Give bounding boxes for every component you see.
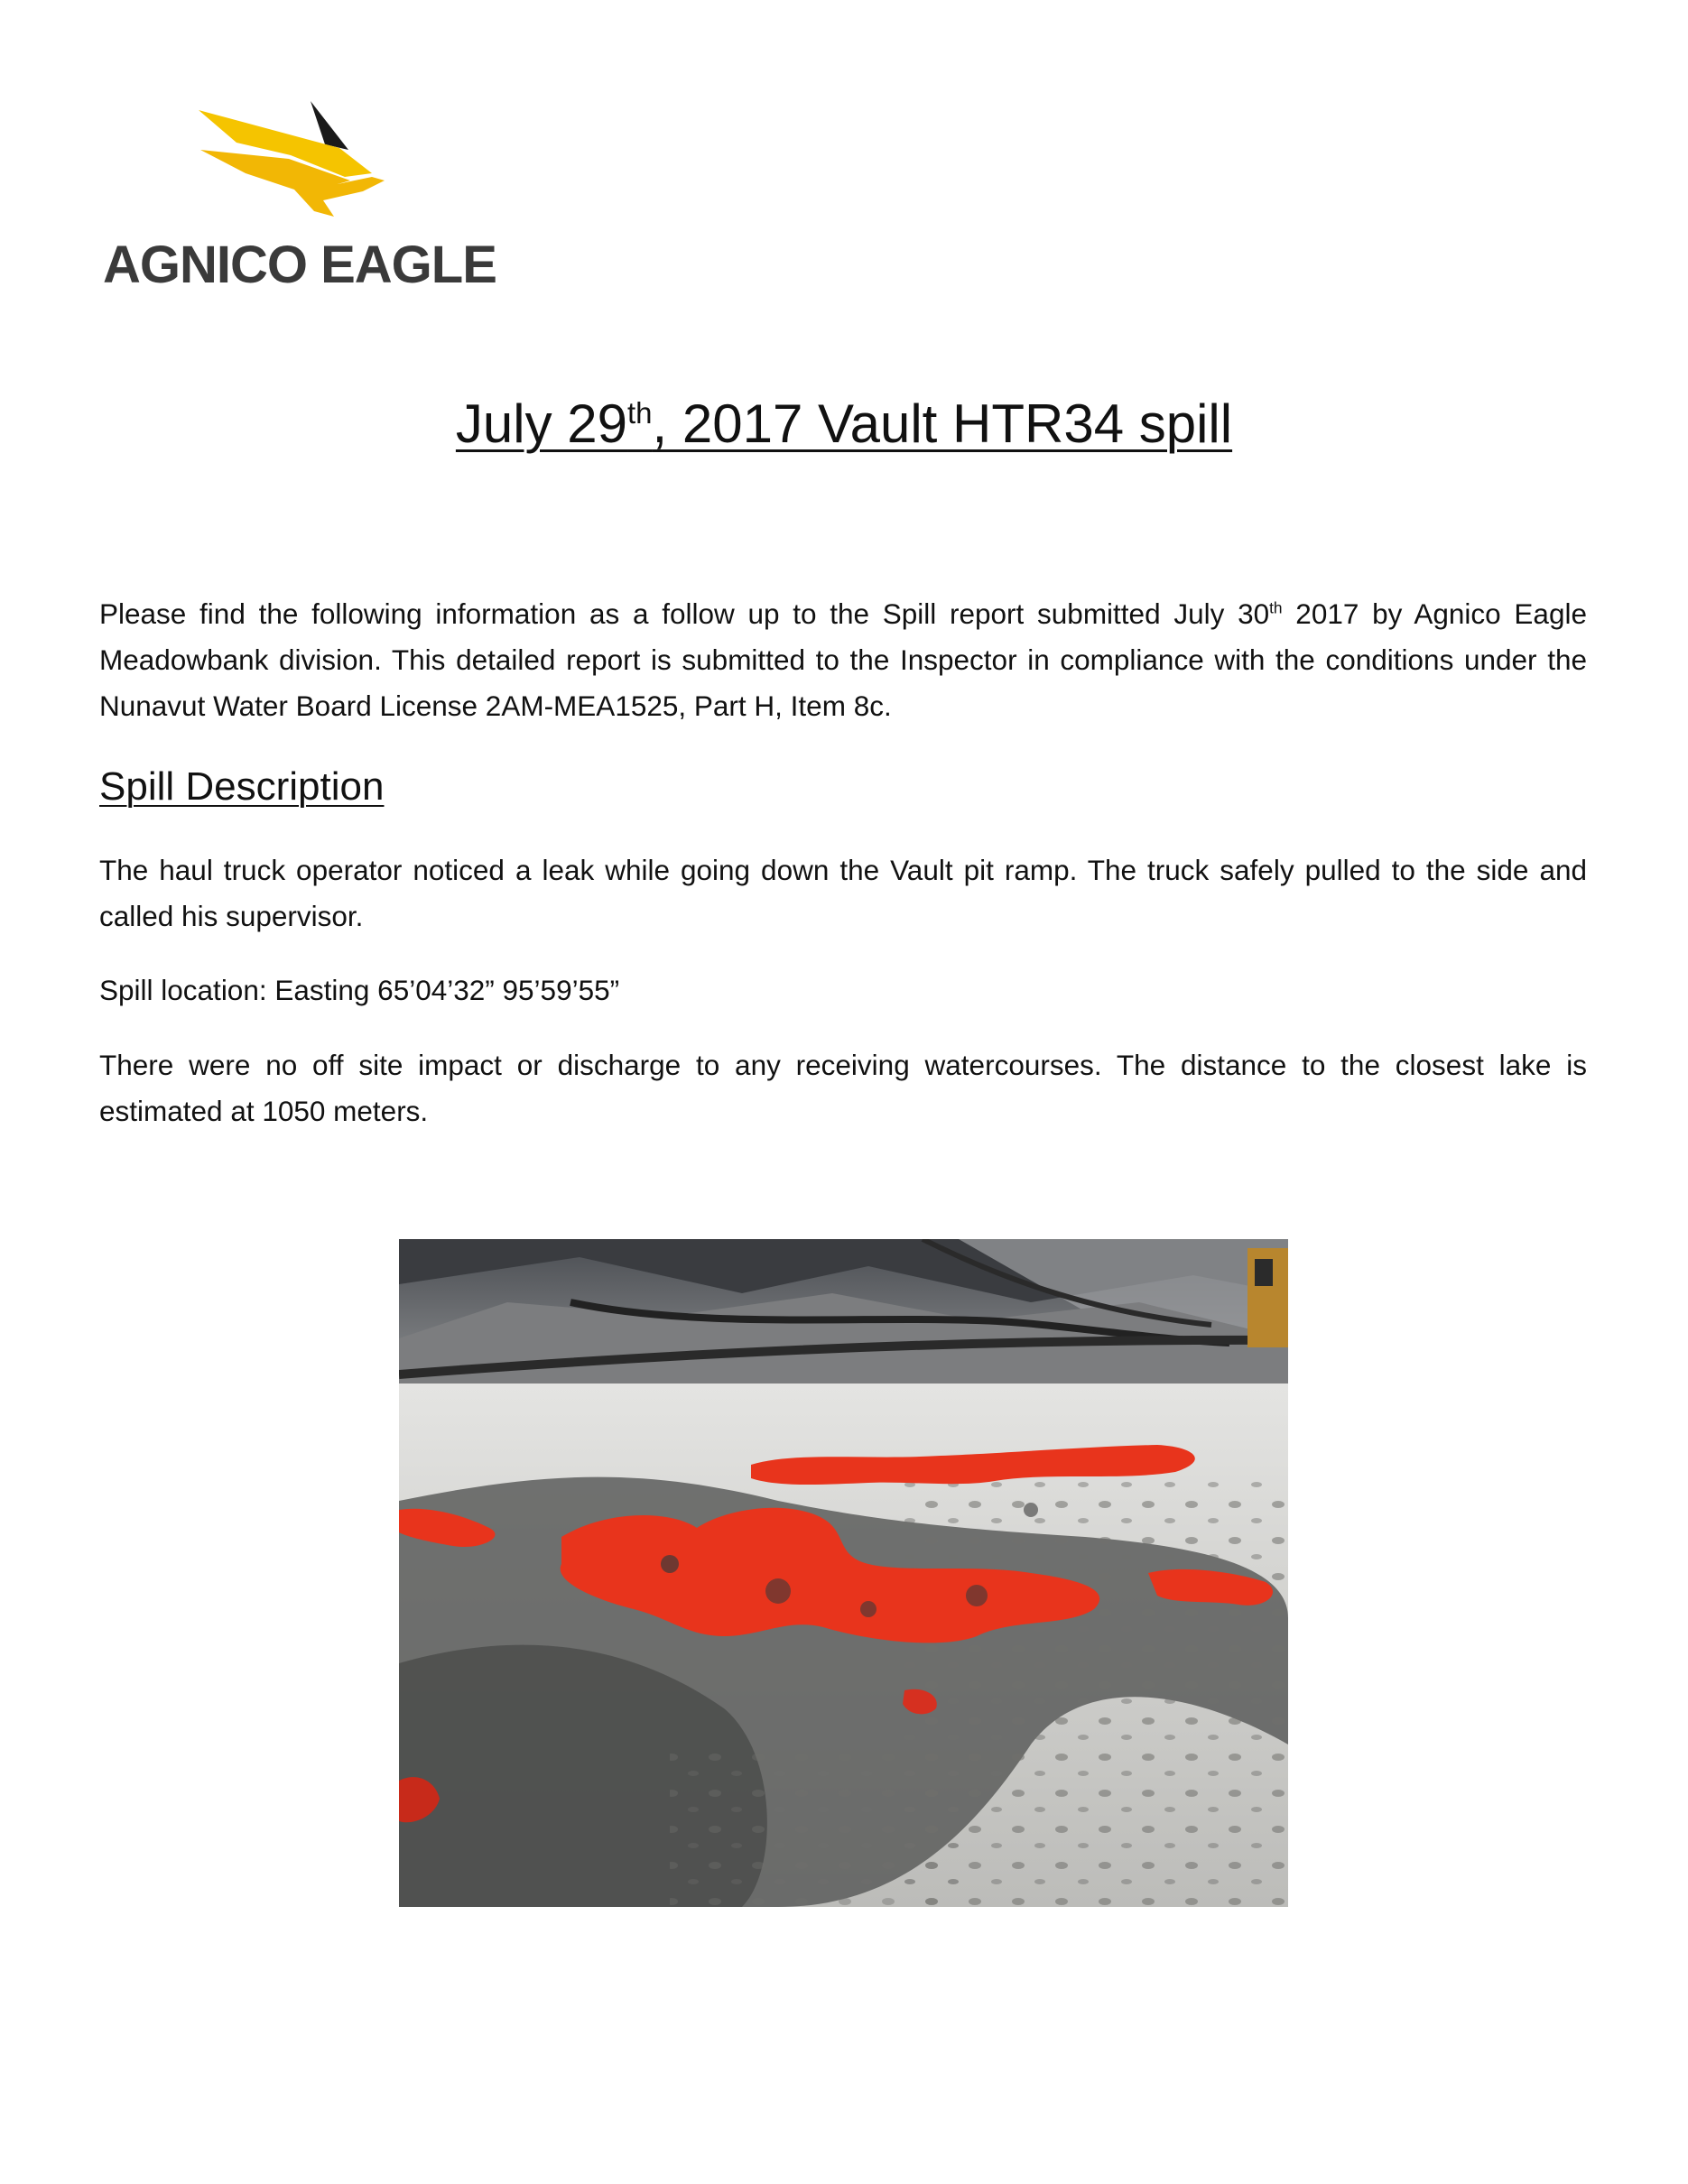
page-title xyxy=(0,388,1688,460)
title-superscript: th xyxy=(627,396,653,430)
description-paragraph: The haul truck operator noticed a leak while going down the Vault pit ramp. The truck safely pulled to the side and called his supervisor. xyxy=(99,854,1587,932)
intro-text-part2: 2017 by Agnico Eagle Meadowbank division. This detailed report is submitted to the Inspector in compliance with the conditions under the Nunavut Water Board License 2AM-MEA1525, Part H, Item 8c. xyxy=(99,597,1587,722)
title-part2: , 2017 Vault HTR34 spill xyxy=(652,393,1233,454)
section-heading: Spill Description xyxy=(99,764,385,809)
spill-photo xyxy=(399,1239,1288,1907)
spill-photo-image xyxy=(399,1239,1288,1907)
intro-superscript: th xyxy=(1269,598,1283,617)
title-part1: July 29 xyxy=(455,393,628,454)
intro-paragraph xyxy=(99,591,1587,729)
company-logo xyxy=(101,90,516,298)
location-paragraph: Spill location: Easting 65’04’32” 95’59’55” xyxy=(99,974,620,1006)
eagle-logo-icon xyxy=(101,90,516,235)
impact-paragraph: There were no off site impact or discharge to any receiving watercourses. The distance to the closest lake is estimated at 1050 meters. xyxy=(99,1049,1587,1127)
logo-wordmark: AGNICO EAGLE xyxy=(103,236,496,294)
intro-text-part1: Please find the following information as a follow up to the Spill report submitted July 30 xyxy=(99,597,1270,630)
